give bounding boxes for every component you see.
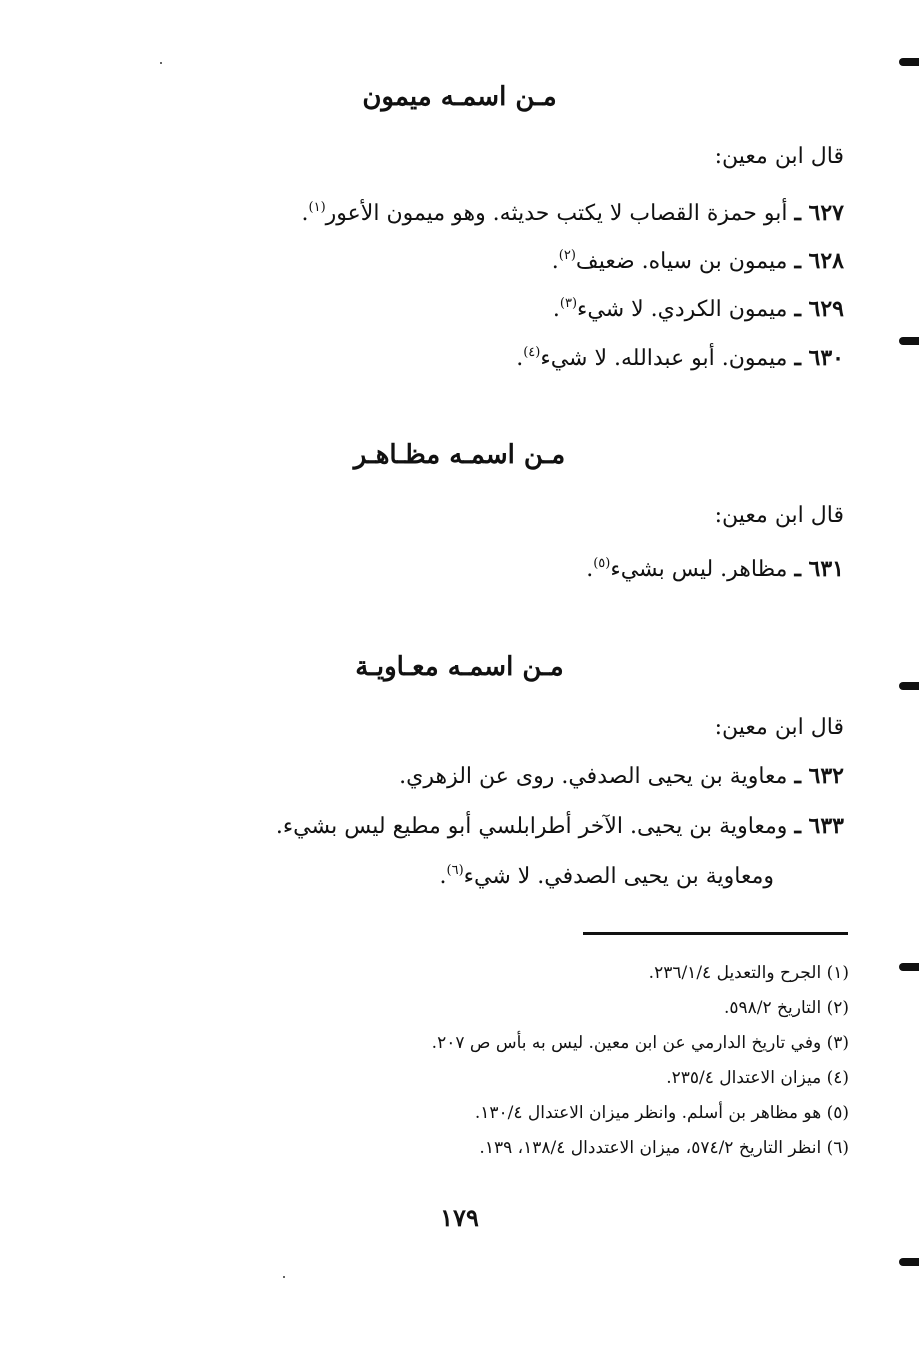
section-intro: قال ابن معين: — [714, 144, 844, 169]
footnote-2: (٢) التاريخ ٥٩٨/٢. — [723, 998, 849, 1018]
section-heading-muawiya: مـن اسمـه معـاويـة — [355, 652, 564, 682]
entry-number: ٦٣٢ ـ — [794, 763, 844, 789]
section-heading-muzahir: مـن اسمـه مظـاهـر — [353, 440, 566, 470]
scan-edge-mark — [899, 58, 919, 66]
scan-edge-mark — [899, 682, 919, 690]
footnote-5: (٥) هو مظاهر بن أسلم. وانظر ميزان الاعتدال ١٣٠/٤. — [474, 1103, 849, 1123]
scan-edge-mark — [899, 1258, 919, 1266]
entry-630: ٦٣٠ ـ ميمون. أبو عبدالله. لا شيء$^{(٤)}$. — [516, 345, 844, 371]
entry-628: ٦٢٨ ـ ميمون بن سياه. ضعيف$^{(٢)}$. — [551, 248, 844, 274]
footnote-reference: (٦) — [446, 863, 464, 878]
entry-629: ٦٢٩ ـ ميمون الكردي. لا شيء$^{(٣)}$. — [552, 296, 844, 322]
entry-number: ٦٣٠ ـ — [794, 345, 844, 371]
scan-edge-mark — [899, 963, 919, 971]
entry-number: ٦٢٩ ـ — [794, 296, 844, 322]
entry-text: ومعاوية بن يحيى. الآخر أطرابلسي أبو مطيع ليس بشيء. — [275, 814, 788, 839]
footnote-3: (٣) وفي تاريخ الدارمي عن ابن معين. ليس به بأس ص ٢٠٧. — [431, 1033, 849, 1053]
footnote-reference: (٤) — [523, 345, 541, 360]
section-heading-maymun: مـن اسمـه ميمون — [362, 82, 557, 112]
footnote-reference: (٣) — [559, 296, 578, 311]
section-intro: قال ابن معين: — [714, 715, 844, 740]
entry-number: ٦٢٨ ـ — [794, 248, 844, 274]
entry-text: مظاهر. ليس بشيء — [610, 557, 788, 582]
entry-text: معاوية بن يحيى الصدفي. روى عن الزهري. — [399, 764, 788, 789]
footnote-6: (٦) انظر التاريخ ٥٧٤/٢، ميزان الاعتددال ١٣٨/٤، ١٣٩. — [479, 1138, 849, 1158]
footnote-reference: (١) — [308, 200, 326, 215]
scan-speck — [160, 62, 162, 64]
section-intro: قال ابن معين: — [714, 503, 844, 528]
footnote-4: (٤) ميزان الاعتدال ٢٣٥/٤. — [666, 1068, 849, 1088]
footnote-divider — [583, 932, 848, 935]
entry-number: ٦٣١ ـ — [794, 556, 844, 582]
footnote-reference: (٢) — [558, 248, 576, 263]
entry-number: ٦٢٧ ـ — [794, 200, 844, 226]
footnotes-list — [40, 956, 849, 1166]
entry-text: ومعاوية بن يحيى الصدفي. لا شيء — [463, 864, 774, 889]
entry-631: ٦٣١ ـ مظاهر. ليس بشيء$^{(٥)}$. — [586, 556, 844, 582]
entry-text: ميمون الكردي. لا شيء — [577, 297, 788, 322]
entry-text: ميمون. أبو عبدالله. لا شيء — [540, 346, 788, 371]
entry-632 — [40, 761, 844, 792]
footnote-reference: (٥) — [593, 556, 611, 571]
entry-633-continuation: ومعاوية بن يحيى الصدفي. لا شيء$^{(٦)}$. — [439, 863, 774, 889]
entry-627: ٦٢٧ ـ أبو حمزة القصاب لا يكتب حديثه. وهو ميمون الأعور$^{(١)}$. — [301, 200, 844, 226]
scan-speck — [283, 1276, 285, 1278]
entry-633 — [40, 811, 844, 842]
entry-text: أبو حمزة القصاب لا يكتب حديثه. وهو ميمون الأعور — [325, 201, 788, 226]
entry-number: ٦٣٣ ـ — [794, 813, 844, 839]
scan-edge-mark — [899, 337, 919, 345]
footnote-1: (١) الجرح والتعديل ٢٣٦/١/٤. — [648, 963, 849, 983]
page-number: ١٧٩ — [440, 1203, 479, 1232]
entry-text: ميمون بن سياه. ضعيف — [575, 249, 788, 274]
